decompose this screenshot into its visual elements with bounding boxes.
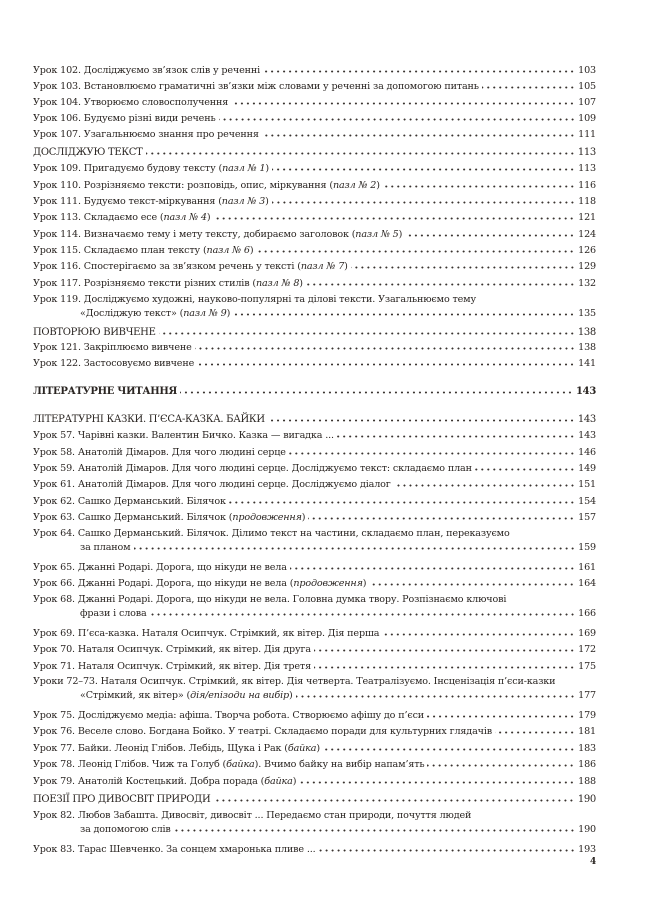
toc-entry-text: ) xyxy=(226,308,231,319)
toc-page-number: 113 xyxy=(578,163,596,174)
toc-page-number: 190 xyxy=(577,794,596,805)
dot-leader xyxy=(197,356,575,366)
toc-entry-line xyxy=(33,243,596,257)
toc-entry-line xyxy=(33,227,596,241)
toc-entry-line xyxy=(33,741,596,755)
toc-entry-title xyxy=(80,689,293,702)
toc-entry-text: Урок 111. Будуємо текст-міркування ( xyxy=(33,196,222,207)
toc-entry-line xyxy=(33,461,596,475)
toc-entry-line xyxy=(33,111,596,125)
toc-entry-line xyxy=(33,675,596,688)
toc-entry-title xyxy=(33,260,348,273)
toc-entry xyxy=(33,194,596,208)
toc-section-heading xyxy=(33,325,596,339)
toc-entry-text: Уроки 72–73. Наталя Осипчук. Стрімкий, як вітер. Дія четверта. Театралізуємо. Інсценізація п’єси-казки xyxy=(33,676,556,687)
toc-entry-title xyxy=(33,775,296,788)
toc-page-number: 179 xyxy=(578,710,596,721)
toc-entry-text: Урок 121. Закріплюємо вивчене xyxy=(33,342,192,353)
dot-leader xyxy=(213,210,575,220)
dot-leader xyxy=(195,340,575,350)
toc-entry xyxy=(33,111,596,125)
dot-leader xyxy=(231,95,575,105)
toc-page-number: 105 xyxy=(578,81,596,92)
toc-entry-text: Урок 69. П’єса-казка. Наталя Осипчук. Стрімкий, як вітер. Дія перша xyxy=(33,628,380,639)
toc-entry-text: Урок 104. Утворюємо словосполучення xyxy=(33,97,229,108)
toc-page-number: 124 xyxy=(578,229,596,240)
toc-entry-title xyxy=(33,96,228,109)
toc-entry-title xyxy=(33,742,320,755)
toc-entry xyxy=(33,708,596,722)
toc-entry-text: ЛІТЕРАТУРНІ КАЗКИ. П’ЄСА-КАЗКА. БАЙКИ xyxy=(33,414,265,425)
toc-entry-title xyxy=(33,277,303,290)
toc-entry-text: ) xyxy=(299,278,303,289)
toc-entry xyxy=(33,428,596,442)
toc-entry-line xyxy=(33,510,596,524)
toc-page-number: 129 xyxy=(578,261,596,272)
toc-section-heading xyxy=(33,412,596,426)
toc-page-number: 107 xyxy=(578,97,596,108)
toc-entry-text: Урок 106. Будуємо різні види речень xyxy=(33,113,216,124)
toc-entry-line xyxy=(33,708,596,722)
dot-leader xyxy=(382,626,575,636)
toc-entry-line xyxy=(33,642,596,656)
dot-leader xyxy=(314,642,575,652)
toc-entry-text: Урок 83. Тарас Шевченко. За сонцем хмаронька пливе ... xyxy=(33,844,316,855)
toc-entry-title xyxy=(33,357,194,370)
toc-entry-text: ПОЕЗІЇ ПРО ДИВОСВІТ ПРИРОДИ xyxy=(33,794,211,805)
toc-entry xyxy=(33,527,596,554)
dot-leader xyxy=(337,428,575,438)
toc-entry-text: «Стрімкий, як вітер» ( xyxy=(80,690,191,701)
dot-leader xyxy=(262,127,575,137)
toc-entry-note: дія/епізоди на вибір xyxy=(190,690,290,701)
toc-entry-line xyxy=(33,293,596,306)
toc-entry-line xyxy=(33,774,596,788)
toc-entry-note: пазл № 6 xyxy=(206,245,250,256)
toc-entry-title xyxy=(33,478,391,491)
toc-page-number: 193 xyxy=(578,844,596,855)
toc-entry xyxy=(33,477,596,491)
toc-page-number: 188 xyxy=(578,776,596,787)
toc-entry-line xyxy=(33,626,596,640)
toc-entry-text: Урок 63. Сашко Дерманський. Білячок ( xyxy=(33,512,233,523)
toc-entry-text: Урок 70. Наталя Осипчук. Стрімкий, як вітер. Дія друга xyxy=(33,644,311,655)
toc-entry-text: фрази і слова xyxy=(80,608,147,619)
dot-leader xyxy=(351,259,575,269)
dot-leader xyxy=(482,79,575,89)
dot-leader xyxy=(427,708,575,718)
toc-entry-text: ). Вчимо байку на вибір напам’ять xyxy=(254,759,425,770)
toc-entry-title xyxy=(33,709,424,722)
toc-entry-note: байка xyxy=(264,776,293,787)
toc-entry-note: пазл № 7 xyxy=(300,261,345,272)
toc-page-number: 111 xyxy=(578,129,596,140)
toc-entry-note: пазл № 8 xyxy=(255,278,300,289)
toc-page-number: 132 xyxy=(578,278,596,289)
toc-entry xyxy=(33,809,596,836)
toc-page-number: 143 xyxy=(576,386,596,397)
toc-entry-title xyxy=(33,511,305,524)
toc-entry-text: Урок 57. Чарівні казки. Валентин Бичко. Казка — вигадка ... xyxy=(33,430,334,441)
toc-entry-note: пазл № 4 xyxy=(163,212,207,223)
dot-leader xyxy=(256,243,575,253)
dot-leader xyxy=(146,145,575,155)
toc-entry-title xyxy=(33,577,366,590)
dot-leader xyxy=(383,178,575,188)
toc-entry-title xyxy=(80,541,131,554)
toc-entry-text: Урок 64. Сашко Дерманський. Білячок. Ділимо текст на частини, складаємо план, переказуємо xyxy=(33,528,510,539)
toc-page-number: 157 xyxy=(578,512,596,523)
toc-entry-title xyxy=(80,823,171,836)
toc-entry-line xyxy=(33,79,596,93)
toc-entry-line xyxy=(33,259,596,273)
toc-entry-text: Урок 77. Байки. Леонід Глібов. Лебідь, Щука і Рак ( xyxy=(33,743,288,754)
toc-entry-text: ) xyxy=(301,512,306,523)
toc-entry xyxy=(33,178,596,192)
toc-entry-text: Урок 68. Джанні Родарі. Дорога, що нікуди не вела. Головна думка твору. Розпізнаємо ключові xyxy=(33,594,507,605)
toc-entry-text: Урок 110. Розрізняємо тексти: розповідь, опис, міркування ( xyxy=(33,180,333,191)
toc-page-number: 109 xyxy=(578,113,596,124)
toc-page-number: 154 xyxy=(578,496,596,507)
toc-entry-title xyxy=(33,128,259,141)
toc-entry-line xyxy=(33,477,596,491)
toc-entry-text: Урок 65. Джанні Родарі. Дорога, що нікуди не вела xyxy=(33,562,287,573)
toc-entry-line xyxy=(33,276,596,290)
toc-entry xyxy=(33,276,596,290)
toc-entry-line xyxy=(33,560,596,574)
dot-leader xyxy=(229,494,575,504)
toc-entry-line xyxy=(33,127,596,141)
toc-entry-text: ) xyxy=(398,229,403,240)
toc-entry-text: Урок 113. Складаємо есе ( xyxy=(33,212,164,223)
toc-entry-note: продовження xyxy=(232,512,302,523)
toc-page-number: 146 xyxy=(578,447,596,458)
dot-leader xyxy=(314,659,575,669)
toc-entry-title xyxy=(33,195,269,208)
toc-entry-text: ) xyxy=(292,776,297,787)
toc-entry-title xyxy=(33,341,192,354)
dot-leader xyxy=(134,540,576,550)
toc-entry xyxy=(33,757,596,771)
toc-entry xyxy=(33,560,596,574)
toc-entry-line xyxy=(33,822,596,836)
toc-entry-line xyxy=(33,445,596,459)
dot-leader xyxy=(306,276,575,286)
toc-page-number: 161 xyxy=(578,562,596,573)
toc-entry-note: байка xyxy=(287,743,317,754)
toc-entry-title xyxy=(33,326,156,339)
toc-entry-text: за планом xyxy=(80,542,131,553)
toc-page-number: 186 xyxy=(578,759,596,770)
toc-entry-text: Урок 119. Досліджуємо художні, науково-популярні та ділові тексти. Узагальнюємо тему xyxy=(33,294,476,305)
toc-entry-note: байка xyxy=(226,759,255,770)
dot-leader xyxy=(475,461,575,471)
toc-entry-text: Урок 62. Сашко Дерманський. Білячок xyxy=(33,496,226,507)
toc-entry-line xyxy=(33,593,596,606)
toc-entry-title xyxy=(33,793,210,806)
toc-entry-title xyxy=(33,112,216,125)
toc-entry-text: Урок 61. Анатолій Дімаров. Для чого людині серце. Досліджуємо діалог xyxy=(33,479,391,490)
toc-page-number: 138 xyxy=(578,342,596,353)
toc-page-number: 118 xyxy=(578,196,596,207)
toc-entry xyxy=(33,340,596,354)
dot-leader xyxy=(290,560,575,570)
toc-entry xyxy=(33,774,596,788)
toc-entry-text: Урок 71. Наталя Осипчук. Стрімкий, як вітер. Дія третя xyxy=(33,661,311,672)
toc-entry-title xyxy=(33,228,402,241)
toc-entry xyxy=(33,675,596,702)
toc-page-number: 166 xyxy=(578,608,596,619)
toc-entry-title xyxy=(33,162,269,175)
toc-entry-text: ЛІТЕРАТУРНЕ ЧИТАННЯ xyxy=(33,386,178,397)
toc-entry xyxy=(33,445,596,459)
dot-leader xyxy=(405,227,575,237)
toc-entry-title xyxy=(33,244,253,257)
toc-page-number: 143 xyxy=(578,430,596,441)
dot-leader xyxy=(296,688,575,698)
toc-entry-text: Урок 114. Визначаємо тему і мету тексту, добираємо заголовок ( xyxy=(33,229,356,240)
dot-leader xyxy=(263,63,575,73)
toc-entry-line xyxy=(33,325,596,339)
toc-entry-title xyxy=(33,429,334,442)
toc-entry-text: Урок 102. Досліджуємо зв’язок слів у реченні xyxy=(33,65,261,76)
toc-entry-text: «Досліджую текст» ( xyxy=(80,308,184,319)
toc-entry-line xyxy=(33,606,596,620)
toc-entry-title xyxy=(33,809,471,822)
toc-entry-text: ) xyxy=(289,690,293,701)
toc-entry xyxy=(33,576,596,590)
toc-entry-title xyxy=(33,627,379,640)
toc-entry-text: ПОВТОРЮЮ ВИВЧЕНЕ xyxy=(33,327,156,338)
toc-entry xyxy=(33,210,596,224)
toc-entry-line xyxy=(33,63,596,77)
toc-entry xyxy=(33,510,596,524)
toc-entry-title xyxy=(33,725,492,738)
toc-entry-title xyxy=(33,413,265,426)
toc-page-number: 177 xyxy=(578,690,596,701)
toc-entry-text: ДОСЛІДЖУЮ ТЕКСТ xyxy=(33,147,143,158)
toc-entry xyxy=(33,659,596,673)
toc-entry-text: за допомогою слів xyxy=(80,824,171,835)
toc-entry-title xyxy=(80,607,147,620)
toc-page-number: 103 xyxy=(578,65,596,76)
toc-entry xyxy=(33,842,596,856)
toc-entry xyxy=(33,356,596,370)
toc-page-number: 135 xyxy=(578,308,596,319)
toc-entry-line xyxy=(33,842,596,856)
toc-entry-line xyxy=(33,194,596,208)
toc-entry-note: пазл № 1 xyxy=(222,163,266,174)
toc-entry-line xyxy=(33,540,596,554)
toc-page-number: 164 xyxy=(578,578,596,589)
dot-leader xyxy=(299,774,575,784)
toc-page-number: 181 xyxy=(578,726,596,737)
toc-entry xyxy=(33,461,596,475)
toc-entry-text: Урок 109. Пригадуємо будову тексту ( xyxy=(33,163,223,174)
dot-leader xyxy=(213,792,574,802)
toc-page-number: 159 xyxy=(578,542,596,553)
toc-entry xyxy=(33,259,596,273)
toc-entry-line xyxy=(33,688,596,702)
toc-page-number: 116 xyxy=(578,180,596,191)
toc-page-number: 126 xyxy=(578,245,596,256)
toc-entry-text: Урок 58. Анатолій Дімаров. Для чого людині серце xyxy=(33,447,286,458)
toc-entry-title xyxy=(33,660,311,673)
toc-entry xyxy=(33,79,596,93)
dot-leader xyxy=(268,412,575,422)
toc-entry-line xyxy=(33,161,596,175)
toc-entry-line xyxy=(33,724,596,738)
dot-leader xyxy=(174,822,575,832)
toc-entry-title xyxy=(33,495,226,508)
toc-entry-text: Урок 116. Спостерігаємо за зв’язком речень у тексті ( xyxy=(33,261,301,272)
dot-leader xyxy=(272,161,575,171)
toc-entry-text: ) xyxy=(362,578,367,589)
toc-page-number: 169 xyxy=(578,628,596,639)
toc-entry-line xyxy=(33,428,596,442)
toc-entry-text: Урок 122. Застосовуємо вивчене xyxy=(33,358,195,369)
toc-entry-line xyxy=(33,494,596,508)
toc-entry-line xyxy=(33,757,596,771)
toc-entry xyxy=(33,494,596,508)
toc-entry-text: ) xyxy=(265,163,269,174)
toc-entry-note: пазл № 9 xyxy=(183,308,227,319)
dot-leader xyxy=(219,111,576,121)
toc-page-number: 143 xyxy=(577,414,596,425)
toc-entry-text: Урок 107. Узагальнюємо знання про речення xyxy=(33,129,259,140)
toc-entry-title xyxy=(33,64,260,77)
toc-entry-title xyxy=(33,462,472,475)
dot-leader xyxy=(323,741,575,751)
toc-page-number: 172 xyxy=(578,644,596,655)
toc-entry-title xyxy=(33,146,143,159)
toc-entry-title xyxy=(33,527,510,540)
dot-leader xyxy=(233,306,575,316)
dot-leader xyxy=(308,510,575,520)
dot-leader xyxy=(289,445,575,455)
dot-leader xyxy=(495,724,575,734)
toc-entry xyxy=(33,293,596,320)
toc-entry xyxy=(33,161,596,175)
toc-entry-line xyxy=(33,210,596,224)
toc-entry-title xyxy=(33,675,555,688)
toc-entry-title xyxy=(33,385,177,398)
dot-leader xyxy=(427,757,575,767)
toc-entry-line xyxy=(33,95,596,109)
toc-entry-text: Урок 103. Встановлюємо граматичні зв’язки між словами у реченні за допомогою питань xyxy=(33,81,479,92)
toc-entry-text: ) xyxy=(249,245,254,256)
toc-entry-note: пазл № 2 xyxy=(332,180,377,191)
toc-entry-text: Урок 78. Леонід Глібов. Чиж та Голуб ( xyxy=(33,759,227,770)
toc-entry-text: Урок 59. Анатолій Дімаров. Для чого людині серце. Досліджуємо текст: складаємо план xyxy=(33,463,472,474)
toc-entry-title xyxy=(33,843,316,856)
toc-entry-line xyxy=(33,145,596,159)
dot-leader xyxy=(272,194,575,204)
toc-page-number: 175 xyxy=(578,661,596,672)
toc-entry-title xyxy=(33,179,380,192)
toc-entry-text: ) xyxy=(206,212,211,223)
dot-leader xyxy=(150,606,576,616)
toc-entry-line xyxy=(33,659,596,673)
toc-entry-line xyxy=(33,412,596,426)
toc-page-number: 151 xyxy=(578,479,596,490)
toc-entry-title xyxy=(33,561,287,574)
toc-entry-title xyxy=(33,80,479,93)
toc-page-number: 138 xyxy=(577,327,596,338)
toc-entry-text: Урок 76. Веселе слово. Богдана Бойко. У театрі. Складаємо поради для культурних глядачів xyxy=(33,726,492,737)
toc-entry xyxy=(33,227,596,241)
toc-entry xyxy=(33,724,596,738)
toc-entry-line xyxy=(33,527,596,540)
toc-entry-text: Урок 117. Розрізняємо тексти різних стилів ( xyxy=(33,278,256,289)
dot-leader xyxy=(394,477,575,487)
dot-leader xyxy=(319,842,576,852)
toc-section-heading xyxy=(33,384,596,398)
toc-entry-line xyxy=(33,340,596,354)
dot-leader xyxy=(180,384,573,394)
toc-entry-title xyxy=(33,293,476,306)
toc-section-heading xyxy=(33,792,596,806)
toc-entry-line xyxy=(33,384,596,398)
toc-entry-line xyxy=(33,356,596,370)
toc-entry-text: Урок 75. Досліджуємо медіа: афіша. Творча робота. Створюємо афішу до п’єси xyxy=(33,710,425,721)
toc-entry xyxy=(33,593,596,620)
toc-entry xyxy=(33,127,596,141)
toc-entry xyxy=(33,642,596,656)
toc-entry-note: пазл № 3 xyxy=(221,196,266,207)
toc-entry-text: Урок 66. Джанні Родарі. Дорога, що нікуди не вела ( xyxy=(33,578,294,589)
dot-leader xyxy=(369,576,575,586)
toc-entry-title xyxy=(33,593,506,606)
page-number: 4 xyxy=(590,857,597,867)
toc-entry-title xyxy=(80,307,230,320)
toc-entry-text: Урок 79. Анатолій Костецький. Добра порада ( xyxy=(33,776,265,787)
toc-entry-text: ) xyxy=(376,180,380,191)
toc-entry-note: пазл № 5 xyxy=(355,229,399,240)
toc-entry-text: ) xyxy=(316,743,320,754)
toc-page-number: 121 xyxy=(578,212,596,223)
toc-entry-title xyxy=(33,758,424,771)
toc-entry-text: Урок 82. Любов Забашта. Дивосвіт, дивосвіт ... Передаємо стан природи, почуття людей xyxy=(33,810,472,821)
toc-entry-line xyxy=(33,178,596,192)
toc-entry xyxy=(33,243,596,257)
toc-entry-line xyxy=(33,792,596,806)
toc-page-number: 113 xyxy=(577,147,596,158)
toc-entry-title xyxy=(33,643,311,656)
toc-entry-text: ) xyxy=(344,261,348,272)
toc-entry-text: Урок 115. Складаємо план тексту ( xyxy=(33,245,207,256)
toc-entry-line xyxy=(33,306,596,320)
toc-page-number: 149 xyxy=(578,463,596,474)
toc-entry-line xyxy=(33,576,596,590)
dot-leader xyxy=(159,325,575,335)
toc-entry-title xyxy=(33,446,286,459)
toc-page-number: 190 xyxy=(578,824,596,835)
toc-entry-line xyxy=(33,809,596,822)
toc-entry-note: продовження xyxy=(293,578,363,589)
toc-section-heading xyxy=(33,145,596,159)
toc-entry xyxy=(33,741,596,755)
toc-entry xyxy=(33,626,596,640)
toc-entry xyxy=(33,63,596,77)
toc-page-number: 183 xyxy=(578,743,596,754)
toc-entry-text: ) xyxy=(265,196,269,207)
toc-entry xyxy=(33,95,596,109)
toc-page-number: 141 xyxy=(578,358,596,369)
toc-entry-title xyxy=(33,211,210,224)
